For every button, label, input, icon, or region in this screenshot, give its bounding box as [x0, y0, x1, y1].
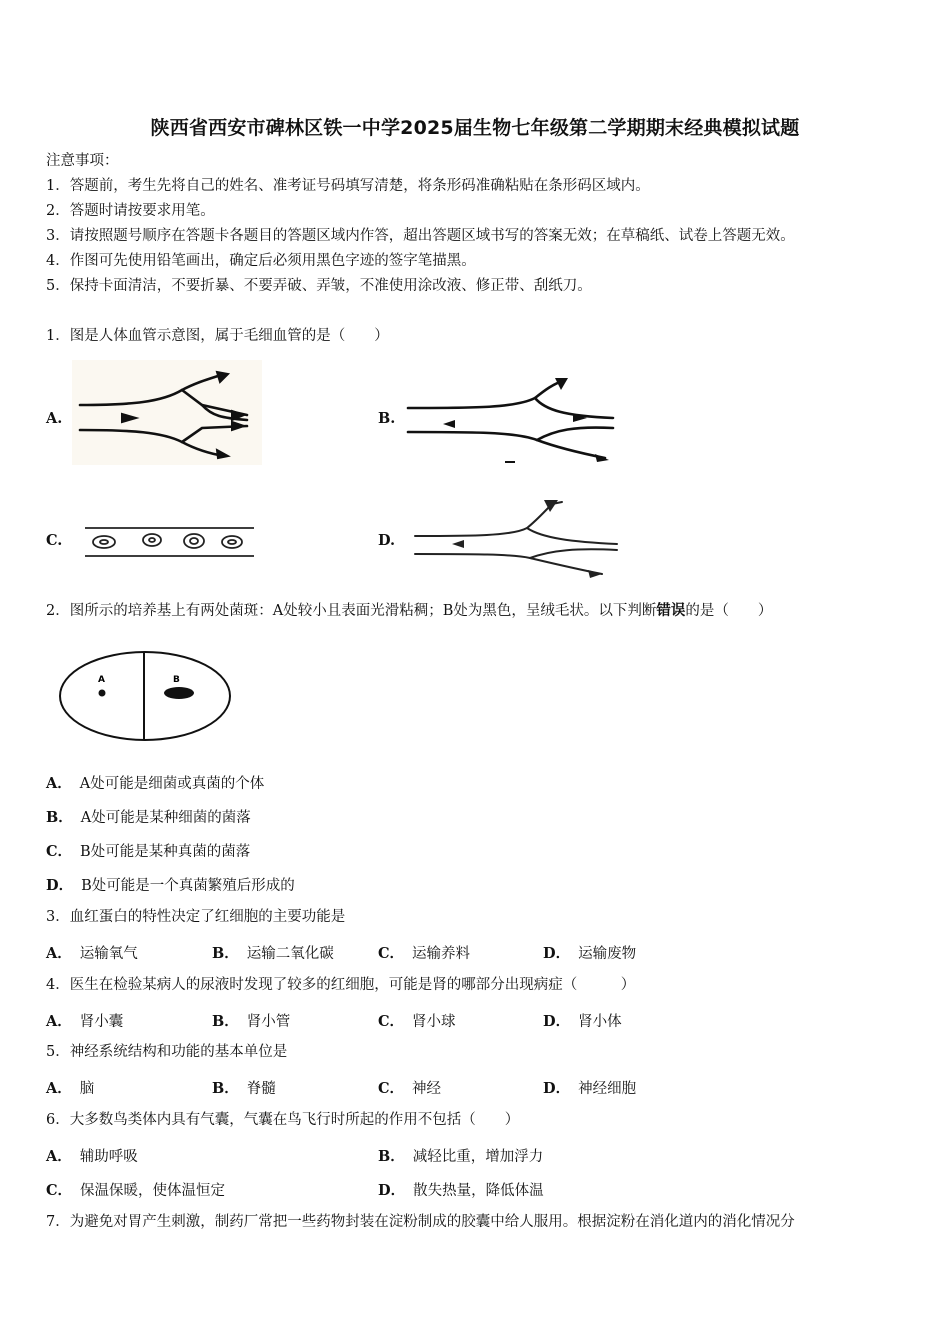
q1-vessel-diagram-d: [412, 498, 622, 578]
q1-vessel-diagram-c: [82, 522, 257, 562]
q1-stem: 1．图是人体血管示意图，属于毛细血管的是（ ）: [46, 328, 389, 344]
notice-item: 1．答题前，考生先将自己的姓名、准考证号码填写清楚，将条形码准确粘贴在条形码区域内。: [46, 178, 650, 194]
q1-option-d-label: D.: [378, 532, 396, 549]
q2-stem: 2．图所示的培养基上有两处菌斑：A处较小且表面光滑粘稠；B处为黑色，呈绒毛状。以下判断错误的是（ ）: [46, 602, 773, 619]
q3-stem: 3．血红蛋白的特性决定了红细胞的主要功能是: [46, 909, 346, 925]
q5-option-d: D． 神经细胞: [543, 1080, 637, 1097]
q6-stem: 6．大多数鸟类体内具有气囊，气囊在鸟飞行时所起的作用不包括（ ）: [46, 1112, 520, 1128]
q3-option-c: C． 运输养料: [378, 945, 471, 962]
q5-option-c: C． 神经: [378, 1080, 442, 1097]
colony-b: [164, 687, 194, 699]
notice-heading: 注意事项：: [46, 153, 119, 169]
colony-a: [99, 690, 106, 697]
q1-option-c-label: C.: [46, 532, 63, 549]
notice-item: 5．保持卡面清洁，不要折暴、不要弄破、弄皱，不准使用涂改液、修正带、刮纸刀。: [46, 278, 592, 294]
q5-option-a: A． 脑: [46, 1080, 95, 1097]
q4-option-a: A． 肾小囊: [46, 1013, 124, 1030]
q3-option-b: B． 运输二氧化碳: [212, 945, 334, 962]
q2-option-c: C． B处可能是某种真菌的菌落: [46, 843, 251, 860]
q6-option-d: D． 散失热量，降低体温: [378, 1182, 544, 1199]
q1-vessel-diagram-b: [405, 370, 620, 465]
q4-option-d: D． 肾小体: [543, 1013, 622, 1030]
q4-stem: 4．医生在检验某病人的尿液时发现了较多的红细胞，可能是肾的哪部分出现病症（ ）: [46, 977, 636, 993]
q6-option-b: B． 减轻比重，增加浮力: [378, 1148, 544, 1165]
q1-option-b-label: B.: [378, 410, 396, 427]
q5-stem: 5．神经系统结构和功能的基本单位是: [46, 1044, 288, 1060]
q2-option-d: D． B处可能是一个真菌繁殖后形成的: [46, 877, 295, 894]
page-title: 陕西省西安市碑林区铁一中学2025届生物七年级第二学期期末经典模拟试题: [150, 117, 800, 139]
colony-b-label: B: [173, 675, 180, 685]
q6-option-c: C． 保温保暖，使体温恒定: [46, 1182, 226, 1199]
q4-option-b: B． 肾小管: [212, 1013, 291, 1030]
q7-stem: 7．为避免对胃产生刺激，制药厂常把一些药物封装在淀粉制成的胶囊中给人服用。根据淀粉在消化道内的消化情况分: [46, 1214, 795, 1230]
q3-option-d: D． 运输废物: [543, 945, 637, 962]
notice-item: 3．请按照题号顺序在答题卡各题目的答题区域内作答，超出答题区域书写的答案无效；在草稿纸、试卷上答题无效。: [46, 228, 795, 244]
notice-item: 4．作图可先使用铅笔画出，确定后必须用黑色字迹的签字笔描黑。: [46, 253, 476, 269]
q3-option-a: A． 运输氧气: [46, 945, 138, 962]
notice-item: 2．答题时请按要求用笔。: [46, 203, 215, 219]
q2-option-b: B． A处可能是某种细菌的菌落: [46, 809, 251, 826]
colony-a-label: A: [98, 675, 105, 685]
q2-option-a: A． A处可能是细菌或真菌的个体: [46, 775, 265, 792]
q6-option-a: A． 辅助呼吸: [46, 1148, 138, 1165]
q5-option-b: B． 脊髓: [212, 1080, 276, 1097]
q4-option-c: C． 肾小球: [378, 1013, 456, 1030]
q1-option-a-label: A.: [46, 410, 63, 427]
q1-vessel-diagram-a: [72, 360, 262, 465]
petri-dish-diagram: [58, 650, 233, 745]
